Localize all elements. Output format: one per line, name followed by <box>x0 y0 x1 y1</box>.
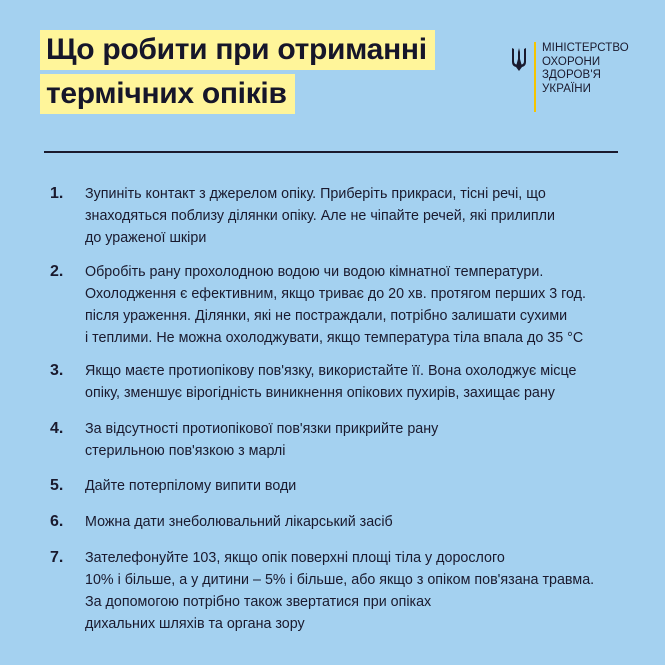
item-number: 3. <box>50 362 64 379</box>
ministry-name-line-4: УКРАЇНИ <box>542 82 592 95</box>
divider <box>44 151 618 153</box>
item-text: Зупиніть контакт з джерелом опіку. Приберіть прикраси, тісні речі, що знаходяться поблизу ділянки опіку. Але не чіпайте речей, які прилипли до ураженої шкіри <box>85 186 555 246</box>
item-text: Зателефонуйте 103, якщо опік поверхні площі тіла у дорослого 10% і більше, а у дитини – 5% і більше, або якщо з опіком пов'язана травма. За допомогою потрібно також звертатися при опіках дихальних шляхів та органа зору <box>85 550 595 632</box>
item-number: 5. <box>50 477 64 494</box>
item-text: За відсутності протиопікової пов'язки прикрийте рану стерильною пов'язкою з марлі <box>85 421 439 459</box>
title-line-1: Що робити при отриманні <box>40 30 435 70</box>
title-line-2: термічних опіків <box>40 74 295 114</box>
page-title <box>40 30 435 114</box>
item-text: Дайте потерпілому випити води <box>85 478 297 494</box>
ministry-name-line-3: ЗДОРОВ'Я <box>542 69 602 81</box>
item-number: 2. <box>50 263 64 280</box>
ministry-name-line-2: ОХОРОНИ <box>542 55 601 68</box>
ministry-name <box>542 42 629 96</box>
item-number: 1. <box>50 185 64 202</box>
ministry-logo <box>510 42 629 112</box>
item-text: Якщо маєте протиопікову пов'язку, використайте її. Вона охолоджує місце опіку, зменшує вірогідність виникнення опікових пухирів, захищає рану <box>85 363 577 401</box>
item-number: 7. <box>50 549 64 566</box>
item-number: 4. <box>50 420 64 437</box>
trident-icon <box>510 46 528 72</box>
ministry-name-line-1: МІНІСТЕРСТВО <box>542 42 629 54</box>
item-text: Можна дати знеболювальний лікарський засіб <box>85 514 393 530</box>
item-number: 6. <box>50 513 64 530</box>
item-text: Обробіть рану прохолодною водою чи водою кімнатної температури. Охолодження є ефективним, якщо триває до 20 хв. протягом перших 3 год. після ураження. Ділянки, які не постраждали, потрібно залишати сухими і теплими. Не можна охолоджувати, якщо температура тіла впала до 35 °С <box>85 264 586 346</box>
logo-divider <box>534 42 536 112</box>
